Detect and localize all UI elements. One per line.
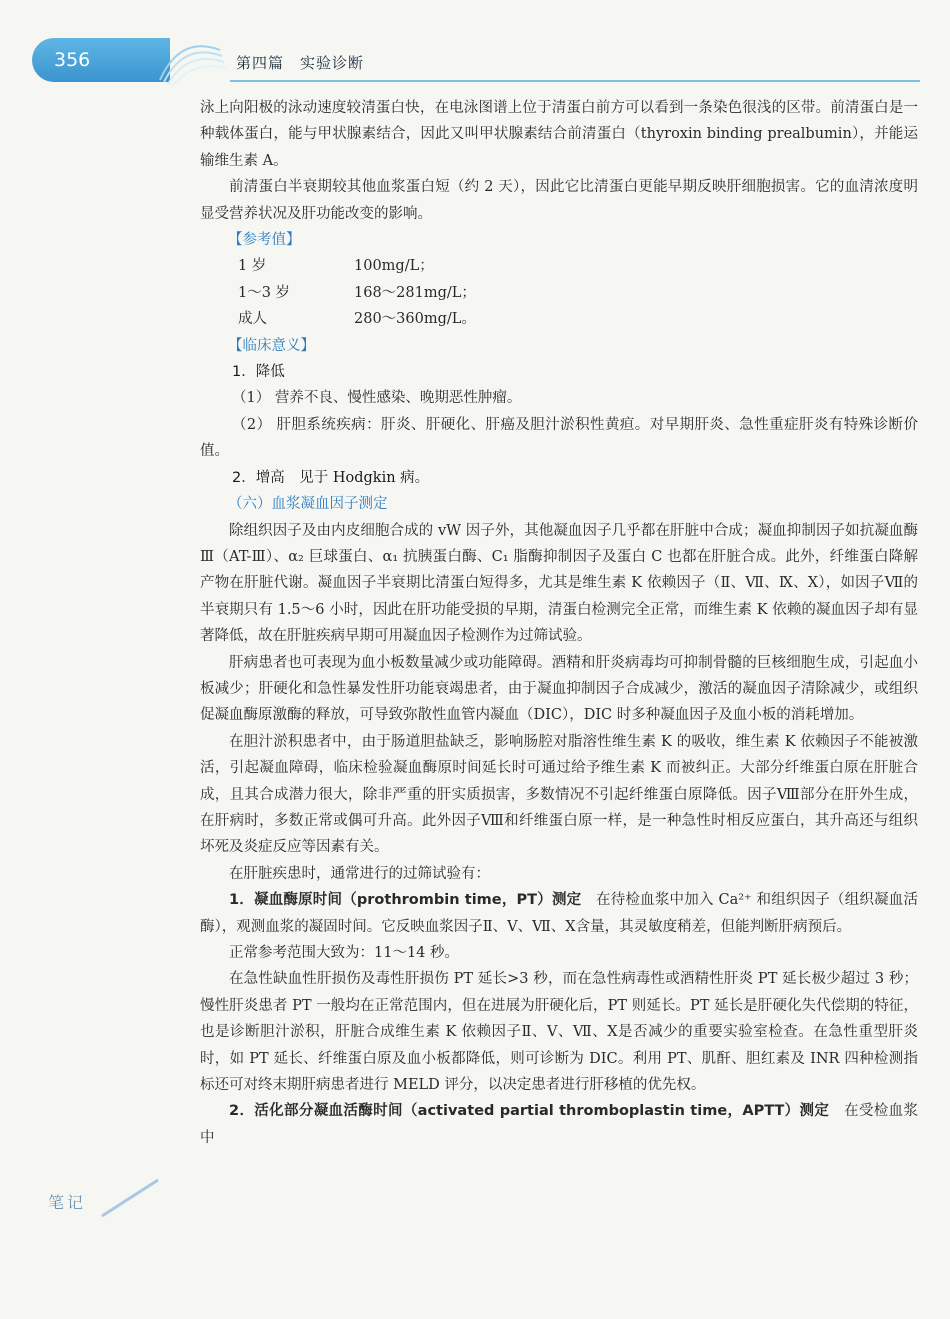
paragraph: 在胆汁淤积患者中，由于肠道胆盐缺乏，影响肠腔对脂溶性维生素 K 的吸收，维生素 K 依赖因子不能被激活，引起凝血障碍，临床检验凝血酶原时间延长时可通过给予维生素 K 而被纠正。大部分纤维蛋白原在肝脏合成，且其合成潜力很大，除非严重的肝实质损害，多数情况不引起纤维蛋白原降低。因子Ⅷ部分在肝外生成，在肝病时，多数正常或偶可升高。此外因子Ⅷ和纤维蛋白原一样，是一种急性时相反应蛋白，其升高还与组织坏死及炎症反应等因素有关。 (200, 733, 918, 856)
reference-value: 100mg/L； (354, 258, 434, 275)
paragraph: 肝病患者也可表现为血小板数量减少或功能障碍。酒精和肝炎病毒均可抑制骨髓的巨核细胞生成，引起血小板减少；肝硬化和急性暴发性肝功能衰竭患者，由于凝血抑制因子合成减少，激活的凝血因子清除减少，或组织促凝血酶原激酶的释放，可导致弥散性血管内凝血（DIC），DIC 时多种凝血因子及血小板的消耗增加。 (200, 654, 918, 724)
reference-age: 1 岁 (238, 258, 267, 275)
reference-heading: 【参考值】 (228, 232, 301, 249)
reference-age: 成人 (238, 311, 267, 328)
reference-age: 1～3 岁 (238, 284, 291, 301)
aptt-paragraph (200, 1098, 918, 1151)
section-title: 第四篇 实验诊断 (236, 54, 365, 72)
list-item: （2） 肝胆系统疾病：肝炎、肝硬化、肝癌及胆汁淤积性黄疸。对早期肝炎、急性重症肝炎有特殊诊断价值。 (200, 416, 918, 460)
pt-heading: 1．凝血酶原时间（prothrombin time，PT）测定 (229, 892, 582, 909)
aptt-text: 在受检血浆中 (200, 1103, 918, 1146)
paragraph: 正常参考范围大致为：11～14 秒。 (229, 945, 460, 961)
list-item: （1） 营养不良、慢性感染、晚期恶性肿瘤。 (232, 390, 522, 407)
paragraph: 前清蛋白半衰期较其他血浆蛋白短（约 2 天），因此它比清蛋白更能早期反映肝细胞损害。它的血清浓度明显受营养状况及肝功能改变的影响。 (200, 179, 918, 222)
paragraph: 泳上向阳极的泳动速度较清蛋白快，在电泳图谱上位于清蛋白前方可以看到一条染色很浅的区带。前清蛋白是一种载体蛋白，能与甲状腺素结合，因此又叫甲状腺素结合前清蛋白（thyroxin binding prealbumin），并能运输维生素 A。 (200, 100, 918, 169)
section-heading: （六）血浆凝血因子测定 (228, 496, 388, 513)
pt-text: 在待检血浆中加入 Ca²⁺ 和组织因子（组织凝血活酶），观测血浆的凝固时间。它反映血浆因子Ⅱ、Ⅴ、Ⅶ、Ⅹ含量，其灵敏度稍差，但能判断肝病预后。 (200, 892, 918, 935)
increase-line (200, 465, 918, 491)
reference-row (200, 306, 918, 332)
page-number: 356 (54, 49, 91, 71)
pen-stroke-icon (100, 1178, 160, 1218)
reference-value: 280～360mg/L。 (354, 311, 476, 328)
page-body (200, 95, 918, 1151)
paragraph: 在肝脏疾患时，通常进行的过筛试验有： (229, 865, 490, 882)
paragraph: 除组织因子及由内皮细胞合成的 vW 因子外，其他凝血因子几乎都在肝脏中合成；凝血抑制因子如抗凝血酶Ⅲ（AT-Ⅲ）、α₂ 巨球蛋白、α₁ 抗胰蛋白酶、C₁ 脂酶抑制因子及蛋白 C 也都在肝脏合成。此外，纤维蛋白降解产物在肝脏代谢。凝血因子半衰期比清蛋白短得多，尤其是维生素 K 依赖因子（Ⅱ、Ⅶ、Ⅸ、Ⅹ），如因子Ⅶ的半衰期只有 1.5～6 小时，因此在肝功能受损的早期，清蛋白检测完全正常，而维生素 K 依赖的凝血因子却有显著降低，故在肝脏疾病早期可用凝血因子检测作为过筛试验。 (200, 522, 918, 645)
clinical-heading: 【临床意义】 (228, 337, 315, 354)
decorative-swirl-icon (150, 30, 230, 90)
pt-paragraph (200, 887, 918, 940)
header-rule (230, 80, 920, 82)
notes-label: 笔记 (48, 1193, 87, 1212)
reference-row (200, 253, 918, 279)
increase-heading: 2．增高 (232, 469, 285, 486)
reference-row (200, 280, 918, 306)
aptt-heading: 2．活化部分凝血活酶时间（activated partial thromboplastin time，APTT）测定 (229, 1103, 830, 1120)
reference-value: 168～281mg/L； (354, 284, 476, 301)
increase-text: 见于 Hodgkin 病。 (284, 469, 430, 486)
paragraph: 在急性缺血性肝损伤及毒性肝损伤 PT 延长>3 秒，而在急性病毒性或酒精性肝炎 PT 延长极少超过 3 秒；慢性肝炎患者 PT 一般均在正常范围内，但在进展为肝硬化后，PT 则延长。PT 延长是肝硬化失代偿期的特征，也是诊断胆汁淤积，肝脏合成维生素 K 依赖因子Ⅱ、Ⅴ、Ⅶ、Ⅹ是否减少的重要实验室检查。在急性重型肝炎时，如 PT 延长、纤维蛋白原及血小板都降低，则可诊断为 DIC。利用 PT、肌酐、胆红素及 INR 四种检测指标还可对终末期肝病患者进行 MELD 评分，以决定患者进行肝移植的优先权。 (200, 971, 918, 1094)
decrease-heading: 1．降低 (232, 364, 285, 381)
